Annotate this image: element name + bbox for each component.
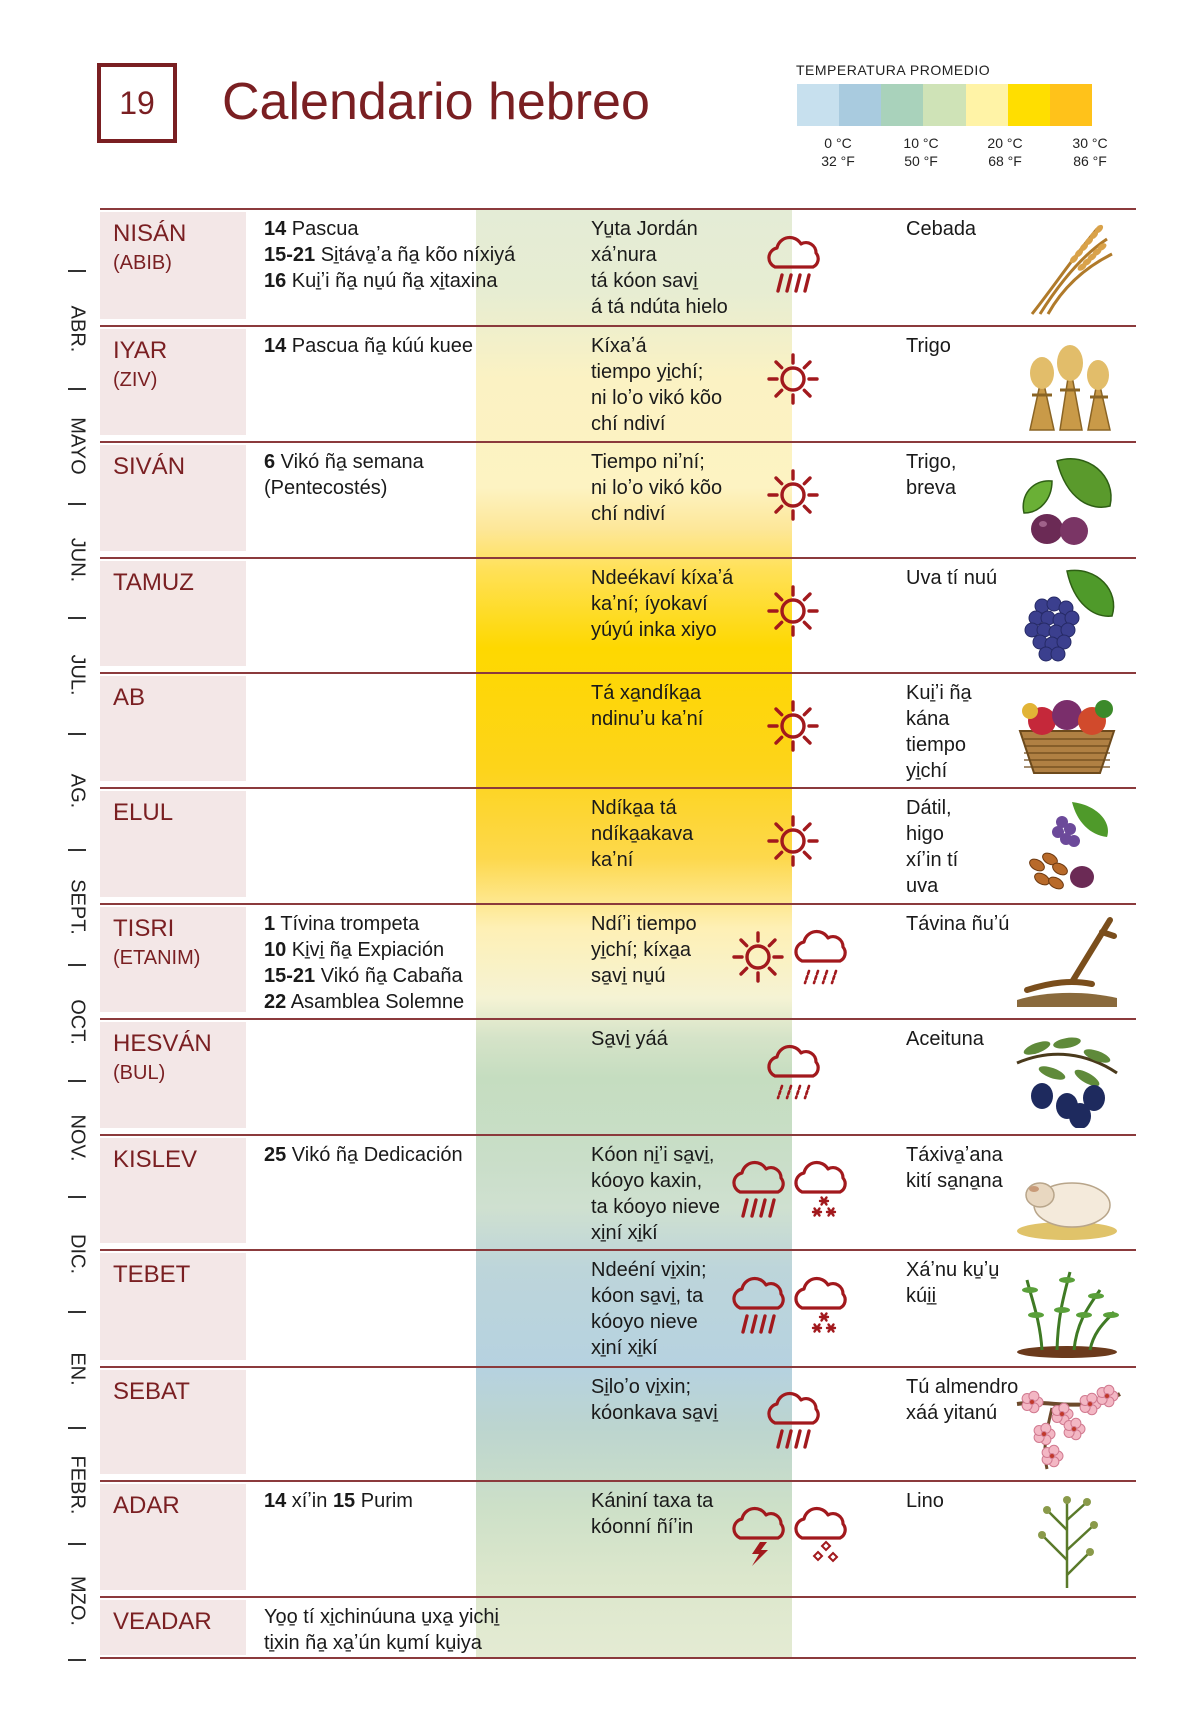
month-cell: [100, 907, 246, 1012]
month-name: AB: [113, 684, 146, 711]
climate-description: Si̱loʼo vi̱xin; kóonkava sa̱vi̱: [591, 1376, 718, 1424]
figs-illustration: [1012, 451, 1122, 556]
rain-cloud-icon: [765, 235, 825, 302]
legend-swatch: [966, 84, 1008, 126]
gregorian-month-separator: [68, 270, 86, 272]
gregorian-month-label: OCT.: [66, 999, 89, 1045]
row-divider: [100, 1134, 1136, 1136]
gregorian-month-label: MAYO: [66, 416, 89, 475]
feast-line: 14 Pascua ña̱ kúú kuee: [264, 335, 474, 357]
gregorian-month-label: SEPT.: [66, 878, 89, 935]
gregorian-month-separator: [68, 503, 86, 505]
month-cell: [100, 445, 246, 551]
wheat-sheaves-illustration: [1012, 335, 1122, 440]
climate-description: Tiempo niʼní; ni loʼo vikó kõo chí ndiví: [591, 451, 723, 525]
legend-title: TEMPERATURA PROMEDIO: [796, 62, 991, 78]
month-name: ADAR: [113, 1492, 180, 1519]
gregorian-month-label: NOV.: [66, 1114, 89, 1162]
month-row: [100, 787, 1136, 903]
feast-line: Yo̱o̱ tí xi̱chinúuna u̱xa̱ yichi̱: [264, 1606, 499, 1628]
feast-line: 14 Pascua: [264, 218, 359, 240]
row-divider: [100, 787, 1136, 789]
month-name: ELUL: [113, 799, 174, 826]
crop-label: Táxiva̱ʼana kití sa̱na̱na: [906, 1144, 1003, 1192]
gregorian-month-separator: [68, 1196, 86, 1198]
month-row: [100, 325, 1136, 441]
page-title: Calendario hebreo: [222, 73, 650, 131]
crop-label: Tú almendro xáá yitanú: [906, 1376, 1019, 1424]
gregorian-month-label: FEBR.: [66, 1455, 89, 1515]
feast-line: 10 Ki̱vi̱ ña̱ Expiación: [264, 939, 445, 961]
gregorian-month-separator: [68, 1080, 86, 1082]
feast-line: 15-21 Vikó ña̱ Cabaña: [264, 965, 463, 987]
sun-icon: [765, 351, 821, 412]
snow-cloud-icon: [792, 1160, 852, 1227]
month-cell: [100, 329, 246, 435]
month-cell: [100, 1484, 246, 1590]
row-divider: [100, 1366, 1136, 1368]
row-divider: [100, 1249, 1136, 1251]
month-alt-name: (BUL): [113, 1062, 166, 1084]
gregorian-month-separator: [68, 733, 86, 735]
plow-illustration: [1012, 912, 1122, 1017]
month-cell: [100, 1600, 246, 1655]
climate-description: Kíxaʼá tiempo yi̱chí; ni loʼo vikó kõo chí ndiví: [591, 335, 723, 435]
gregorian-month-separator: [68, 388, 86, 390]
rain-cloud-icon: [765, 1391, 825, 1458]
gregorian-month-separator: [68, 1543, 86, 1545]
sun-icon: [765, 813, 821, 874]
month-cell: [100, 676, 246, 781]
almond-blossom-illustration: [1012, 1374, 1122, 1479]
month-cell: [100, 212, 246, 319]
climate-description: Tá xa̱ndíka̱a ndinuʼu kaʼní: [591, 682, 704, 730]
gregorian-month-separator: [68, 1311, 86, 1313]
legend-swatch: [881, 84, 923, 126]
month-row: [100, 1134, 1136, 1249]
rain-cloud-light-icon: [765, 1044, 825, 1111]
feast-line: 15-21 Si̱táva̱ʼa ña̱ kõo níxiyá: [264, 244, 516, 266]
crop-label: Trigo, breva: [906, 451, 957, 499]
gregorian-month-separator: [68, 1659, 86, 1661]
climate-description: Sa̱vi̱ yáá: [591, 1028, 668, 1050]
gregorian-month-label: EN.: [66, 1352, 89, 1386]
month-row: [100, 1366, 1136, 1480]
temperature-color-scale: [797, 84, 1092, 126]
month-cell: [100, 791, 246, 897]
feast-line: 22 Asamblea Solemne: [264, 991, 465, 1013]
legend-swatch: [1050, 84, 1092, 126]
crop-label: Trigo: [906, 335, 951, 357]
month-name: NISÁN: [113, 220, 187, 247]
gregorian-month-label: MZO.: [66, 1576, 89, 1626]
legend-tick-label: 20 °C 68 °F: [987, 135, 1023, 169]
row-divider: [100, 208, 1136, 210]
storm-cloud-icon: [730, 1506, 790, 1573]
feast-list: [264, 1604, 664, 1656]
climate-description: Yu̱ta Jordán xáʼnura tá kóon savi̱ á tá ndúta hielo: [591, 218, 728, 318]
month-name: VEADAR: [113, 1608, 212, 1635]
olives-illustration: [1012, 1028, 1122, 1133]
month-row: [100, 903, 1136, 1018]
fruit-basket-illustration: [1012, 681, 1122, 786]
gregorian-month-separator: [68, 964, 86, 966]
month-row: [100, 1018, 1136, 1134]
row-divider: [100, 672, 1136, 674]
table-bottom-rule: [100, 1657, 1136, 1659]
gregorian-month-separator: [68, 849, 86, 851]
crop-label: Távina ñuʼú: [906, 913, 1010, 935]
sun-icon: [765, 467, 821, 528]
feast-line: 14 xíʼin 15 Purim: [264, 1490, 413, 1512]
month-row: [100, 1596, 1136, 1657]
legend-tick-label: 30 °C 86 °F: [1072, 135, 1108, 169]
month-cell: [100, 1253, 246, 1360]
row-divider: [100, 557, 1136, 559]
feast-line: 25 Vikó ña̱ Dedicación: [264, 1144, 463, 1166]
crop-label: Lino: [906, 1490, 944, 1512]
sun-icon: [765, 583, 821, 644]
snow-cloud-icon: [792, 1276, 852, 1343]
month-row: [100, 441, 1136, 557]
row-divider: [100, 1480, 1136, 1482]
rain-cloud-icon: [730, 1276, 790, 1343]
row-divider: [100, 441, 1136, 443]
feast-line: 6 Vikó ña̱ semana: [264, 451, 424, 473]
month-name: KISLEV: [113, 1146, 198, 1173]
crop-label: Uva tí nuú: [906, 567, 998, 589]
gregorian-month-label: DIC.: [66, 1233, 89, 1274]
legend-tick-label: 0 °C 32 °F: [821, 135, 855, 169]
row-divider: [100, 1596, 1136, 1598]
sun-icon: [765, 698, 821, 759]
chapter-number: 19: [119, 84, 155, 121]
climate-description: Ndeékaví kíxaʼá kaʼní; íyokaví yúyú inka xiyo: [591, 567, 734, 641]
row-divider: [100, 325, 1136, 327]
rain-cloud-light-icon: [792, 929, 852, 996]
month-cell: [100, 1138, 246, 1243]
crop-label: Xáʼnu ku̱ʼu̱ kúi̱i̱: [906, 1259, 1000, 1307]
hail-cloud-icon: [792, 1506, 852, 1573]
month-row: [100, 1480, 1136, 1596]
month-row: [100, 672, 1136, 787]
gregorian-month-label: JUL.: [66, 654, 89, 696]
feast-line: ti̱xin ña̱ xa̱ʼún ku̱mí ku̱iya: [264, 1632, 482, 1654]
dates-illustration: [1012, 797, 1122, 902]
gregorian-month-separator: [68, 1427, 86, 1429]
row-divider: [100, 1018, 1136, 1020]
month-alt-name: (ETANIM): [113, 947, 201, 969]
feast-line: 16 Kui̱ʼi ña̱ nu̱ú ña̱ xi̱taxina: [264, 270, 498, 292]
crop-label: Dátil, higo xíʼin tí uva: [906, 797, 959, 897]
rain-cloud-icon: [730, 1160, 790, 1227]
gregorian-month-label: ABR.: [66, 305, 89, 353]
barley-illustration: [1012, 219, 1122, 324]
legend-swatch: [839, 84, 881, 126]
chapter-number-box: [97, 63, 177, 143]
feast-line: (Pentecostés): [264, 477, 388, 499]
sheep-illustration: [1012, 1143, 1122, 1248]
climate-description: Kóon ni̱ʼi sa̱vi̱, kóoyo kaxin, ta kóoyo nieve xi̱ní xi̱kí: [591, 1144, 720, 1244]
month-name: TEBET: [113, 1261, 191, 1288]
month-cell: [100, 561, 246, 666]
month-row: [100, 1249, 1136, 1366]
month-name: IYAR: [113, 337, 168, 364]
gregorian-month-separator: [68, 617, 86, 619]
row-divider: [100, 903, 1136, 905]
crop-label: Aceituna: [906, 1028, 984, 1050]
gregorian-month-rail: [62, 255, 92, 1665]
gregorian-month-label: JUN.: [66, 537, 89, 583]
flax-illustration: [1012, 1490, 1122, 1595]
grapes-illustration: [1012, 566, 1122, 671]
month-alt-name: (ZIV): [113, 369, 158, 391]
month-name: SIVÁN: [113, 453, 186, 480]
month-row: [100, 208, 1136, 325]
month-name: TAMUZ: [113, 569, 194, 596]
legend-tick-label: 10 °C 50 °F: [903, 135, 939, 169]
month-row: [100, 557, 1136, 672]
legend-swatch: [797, 84, 839, 126]
month-alt-name: (ABIB): [113, 252, 172, 274]
legend-swatch: [923, 84, 965, 126]
sprouts-illustration: [1012, 1260, 1122, 1365]
climate-description: Ndíka̱a tá ndíka̱akava kaʼní: [591, 797, 694, 871]
climate-description: Ndíʼi tiempo yi̱chí; kíxa̱a sa̱vi̱ nu̱ú: [591, 913, 697, 987]
legend-swatch: [1008, 84, 1050, 126]
sun-icon: [730, 929, 786, 990]
crop-label: Kui̱ʼi ña̱ kána tiempo yi̱chí: [906, 682, 972, 782]
month-cell: [100, 1022, 246, 1128]
gregorian-month-label: AG.: [66, 773, 89, 809]
climate-description: Ndeéní vi̱xin; kóon sa̱vi̱, ta kóoyo nieve xi̱ní xi̱kí: [591, 1259, 707, 1359]
month-name: TISRI: [113, 915, 175, 942]
month-cell: [100, 1370, 246, 1474]
climate-description: Kániní taxa ta kóonní ñíʼin: [591, 1490, 714, 1538]
feast-line: 1 Tívina trompeta: [264, 913, 420, 935]
month-name: HESVÁN: [113, 1030, 212, 1057]
month-name: SEBAT: [113, 1378, 190, 1405]
crop-label: Cebada: [906, 218, 977, 240]
